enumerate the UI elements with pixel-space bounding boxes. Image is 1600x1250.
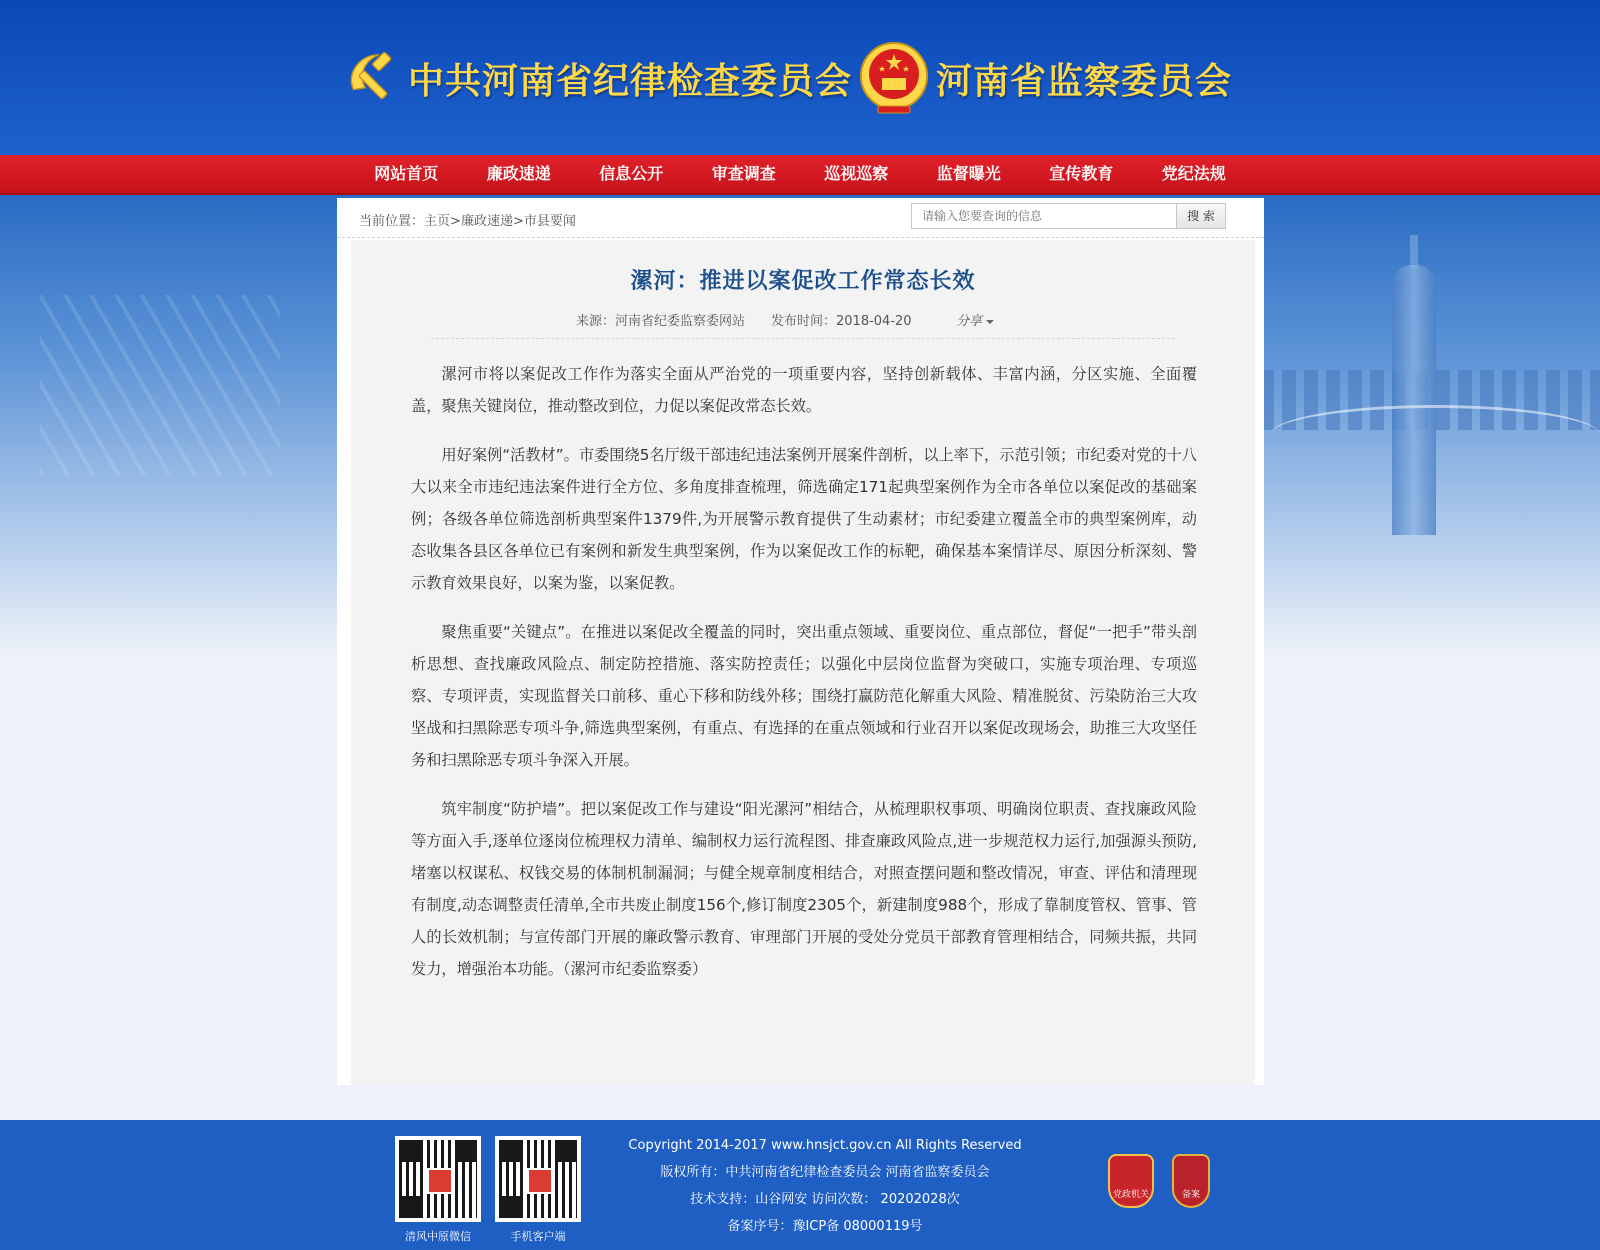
qr-code-image [399,1140,477,1218]
qr-label-app: 手机客户端 [510,1230,566,1243]
footer-info [600,1132,1050,1240]
article-paragraph: 聚焦重要“关键点”。在推进以案促改全覆盖的同时，突出重点领域、重要岗位、重点部位，督促“一把手”带头剖析思想、查找廉政风险点、制定防控措施、落实防控责任；以强化中层岗位监督为突破口，实施专项治理、专项巡察、专项评责，实现监督关口前移、重心下移和防线外移；围绕打赢防范化解重大风险、精准脱贫、污染防治三大攻坚战和扫黑除恶专项斗争,筛选典型案例，有重点、有选择的在重点领域和行业召开以案促改现场会，助推三大攻坚任务和扫黑除恶专项斗争深入开展。 [411,623,1197,769]
background-structure-left [40,295,280,475]
breadcrumb-link-subcategory[interactable]: 市县要闻 [523,214,576,229]
nav-item-education[interactable]: 宣传教育 [1049,164,1114,183]
breadcrumb-bar [337,198,1264,238]
footer-copyright: Copyright 2014-2017 www.hnsjct.gov.cn All Rights Reserved [628,1138,1022,1153]
breadcrumb-prefix: 当前位置： [359,214,425,229]
divider [431,338,1175,339]
nav-item-investigation[interactable]: 审查调查 [711,164,776,183]
badge-label: 党政机关 [1112,1190,1149,1200]
article-title: 漯河：推进以案促改工作常态长效 [630,269,976,294]
icp-badge-icon[interactable] [1172,1154,1210,1208]
article-source: 来源：河南省纪委监察委网站 [576,314,746,329]
share-label: 分享 [956,314,983,329]
footer-owner: 版权所有：中共河南省纪律检查委员会 河南省监察委员会 [660,1165,990,1180]
badge-label: 备案 [1181,1190,1200,1200]
background-bridge [1270,405,1600,465]
party-emblem-icon [340,47,402,109]
header-logo-row [340,38,1265,118]
nav-item-home[interactable]: 网站首页 [374,164,439,183]
breadcrumb [359,210,576,229]
national-emblem-icon [858,40,930,116]
qr-label-wechat: 清风中原微信 [405,1230,471,1243]
main-nav-items [350,155,1250,195]
nav-item-exposure[interactable]: 监督曝光 [936,164,1001,183]
title-right: 河南省监察委员会 [936,60,1233,102]
share-button[interactable] [956,310,994,329]
qr-code-app [495,1136,581,1222]
nav-item-anticorruption-news[interactable]: 廉政速递 [486,164,551,183]
nav-item-info-disclosure[interactable]: 信息公开 [599,164,664,183]
article-meta [351,310,1255,330]
article-paragraph: 漯河市将以案促改工作作为落实全面从严治党的一项重要内容，坚持创新载体、丰富内涵，分区实施、全面覆盖，聚焦关键岗位，推动整改到位，力促以案促改常态长效。 [411,365,1197,415]
breadcrumb-separator: > [512,214,524,229]
search-button[interactable]: 搜 索 [1176,203,1226,229]
background-tower [1392,265,1436,535]
breadcrumb-link-category[interactable]: 廉政速递 [460,214,513,229]
qr-code-wechat [395,1136,481,1222]
site-footer [0,1120,1600,1250]
qr-code-image [499,1140,577,1218]
search-input[interactable] [911,203,1177,229]
article-paragraph: 用好案例“活教材”。市委围绕5名厅级干部违纪违法案例开展案件剖析，以上率下，示范引领；市纪委对党的十八大以来全市违纪违法案件进行全方位、多角度排查梳理，筛选确定171起典型案例作为全市各单位以案促改的基础案例；各级各单位筛选剖析典型案件1379件,为开展警示教育提供了生动素材；市纪委建立覆盖全市的典型案例库，动态收集各县区各单位已有案例和新发生典型案例，作为以案促改工作的标靶，确保基本案情详尽、原因分析深刻、警示教育效果良好，以案为鉴，以案促教。 [411,446,1197,592]
breadcrumb-separator: > [450,214,461,229]
article-paragraph: 筑牢制度“防护墙”。把以案促改工作与建设“阳光漯河”相结合，从梳理职权事项、明确岗位职责、查找廉政风险等方面入手,逐单位逐岗位梳理权力清单、编制权力运行流程图、排查廉政风险点,进一步规范权力运行,加强源头预防,堵塞以权谋私、权钱交易的体制机制漏洞；与健全规章制度相结合，对照查摆问题和整改情况，审查、评估和清理现有制度,动态调整责任清单,全市共废止制度156个,修订制度2305个，新建制度988个，形成了靠制度管权、管事、管人的长效机制；与宣传部门开展的廉政警示教育、审理部门开展的受处分党员干部教育管理相结合，同频共振，共同发力，增强治本功能。（漯河市纪委监察委） [411,800,1197,978]
site-header [0,0,1600,155]
footer-icp: 备案序号：豫ICP备 08000119号 [727,1219,923,1234]
nav-item-inspection[interactable]: 巡视巡察 [824,164,889,183]
title-left: 中共河南省纪律检查委员会 [408,60,853,102]
chevron-down-icon [986,320,994,324]
article-date: 发布时间：2018-04-20 [771,314,912,329]
main-nav [0,155,1600,195]
breadcrumb-link-home[interactable]: 主页 [424,214,451,229]
background-tower-tip [1410,235,1418,269]
article-body [411,358,1197,1002]
gov-agency-badge-icon[interactable] [1108,1154,1154,1208]
content-panel [337,198,1264,1085]
article [351,240,1255,1085]
nav-item-regulations[interactable]: 党纪法规 [1161,164,1226,183]
footer-tech-support: 技术支持：山谷网安 访问次数： 20202028次 [690,1192,960,1207]
